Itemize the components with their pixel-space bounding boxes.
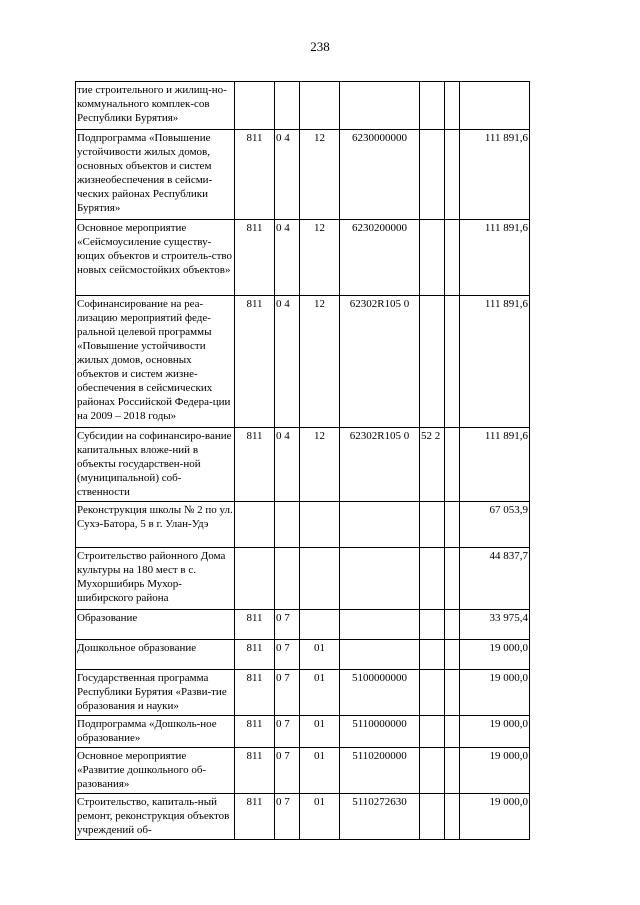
cell-amount: 19 000,0 [460,716,530,748]
page-number: 238 [310,39,330,54]
cell-empty [445,220,460,296]
cell-empty [445,610,460,640]
cell-ministry-code: 811 [235,220,275,296]
cell-expense-type [420,610,445,640]
cell-name: Реконструкция школы № 2 по ул. Сухэ-Батора, 5 в г. Улан-Удэ [76,502,235,548]
cell-empty [445,716,460,748]
cell-ministry-code [235,502,275,548]
cell-target-article: 5110272630 [340,794,420,840]
table-row [76,296,530,428]
cell-section-code: 0 4 [275,220,300,296]
cell-target-article: 6230000000 [340,130,420,220]
cell-amount [460,82,530,130]
cell-amount: 44 837,7 [460,548,530,610]
cell-name: Субсидии на софинансиро-вание капитальных вложе-ний в объекты государствен-ной (муниципальной) соб-ственности [76,428,235,502]
table-row [76,130,530,220]
cell-subsection-code [300,548,340,610]
cell-empty [445,130,460,220]
cell-subsection-code: 01 [300,794,340,840]
cell-amount: 19 000,0 [460,794,530,840]
cell-expense-type [420,794,445,840]
table-row [76,716,530,748]
cell-subsection-code: 12 [300,220,340,296]
cell-subsection-code: 12 [300,296,340,428]
cell-target-article [340,548,420,610]
cell-name: тие строительного и жилищ-но-коммунального комплек-сов Республики Бурятия» [76,82,235,130]
cell-section-code [275,548,300,610]
table-body [76,82,530,840]
cell-amount: 19 000,0 [460,640,530,670]
cell-expense-type [420,640,445,670]
cell-name: Дошкольное образование [76,640,235,670]
cell-name: Основное мероприятие «Развитие дошкольного об-разования» [76,748,235,794]
table-row [76,640,530,670]
cell-expense-type [420,220,445,296]
cell-name: Строительство, капиталь-ный ремонт, реконструкция объектов учреждений об- [76,794,235,840]
cell-expense-type [420,296,445,428]
cell-ministry-code [235,548,275,610]
cell-subsection-code: 12 [300,428,340,502]
table-row [76,428,530,502]
cell-empty [445,794,460,840]
table-row [76,794,530,840]
cell-amount: 19 000,0 [460,670,530,716]
cell-target-article: 5100000000 [340,670,420,716]
cell-section-code: 0 4 [275,130,300,220]
cell-ministry-code: 811 [235,640,275,670]
cell-ministry-code [235,82,275,130]
cell-ministry-code: 811 [235,610,275,640]
cell-subsection-code [300,610,340,640]
cell-target-article: 6230200000 [340,220,420,296]
cell-target-article [340,502,420,548]
cell-ministry-code: 811 [235,670,275,716]
cell-section-code [275,82,300,130]
cell-target-article: 62302R105 0 [340,428,420,502]
cell-name: Подпрограмма «Дошколь-ное образование» [76,716,235,748]
cell-empty [445,428,460,502]
table-row [76,748,530,794]
cell-section-code [275,502,300,548]
cell-ministry-code: 811 [235,748,275,794]
cell-subsection-code [300,82,340,130]
cell-name: Софинансирование на реа-лизацию мероприятий феде-ральной целевой программы «Повышение устойчивости жилых домов, основных объектов и систем жизне-обеспечения в сейсмических районах Российской Федера-ции на 2009 – 2018 годы» [76,296,235,428]
cell-subsection-code [300,502,340,548]
cell-name: Основное мероприятие «Сейсмоусиление существу-ющих объектов и строитель-ство новых сейсмостойких объектов» [76,220,235,296]
cell-target-article [340,610,420,640]
cell-amount: 33 975,4 [460,610,530,640]
cell-amount: 111 891,6 [460,130,530,220]
cell-ministry-code: 811 [235,794,275,840]
cell-empty [445,670,460,716]
table-row [76,220,530,296]
cell-empty [445,502,460,548]
cell-ministry-code: 811 [235,130,275,220]
cell-ministry-code: 811 [235,428,275,502]
cell-section-code: 0 7 [275,748,300,794]
table-row [76,548,530,610]
cell-section-code: 0 7 [275,716,300,748]
cell-subsection-code: 01 [300,716,340,748]
cell-section-code: 0 7 [275,610,300,640]
table-row [76,610,530,640]
cell-ministry-code: 811 [235,296,275,428]
cell-target-article: 5110000000 [340,716,420,748]
table-row [76,670,530,716]
cell-subsection-code: 01 [300,670,340,716]
cell-amount: 67 053,9 [460,502,530,548]
cell-subsection-code: 12 [300,130,340,220]
cell-empty [445,82,460,130]
cell-expense-type [420,670,445,716]
cell-expense-type [420,502,445,548]
cell-amount: 111 891,6 [460,220,530,296]
budget-table [75,81,530,840]
cell-empty [445,296,460,428]
cell-empty [445,640,460,670]
cell-section-code: 0 7 [275,640,300,670]
cell-amount: 111 891,6 [460,296,530,428]
cell-name: Государственная программа Республики Бурятия «Разви-тие образования и науки» [76,670,235,716]
cell-section-code: 0 4 [275,296,300,428]
table-row [76,502,530,548]
cell-expense-type: 52 2 [420,428,445,502]
cell-section-code: 0 4 [275,428,300,502]
cell-expense-type [420,130,445,220]
cell-target-article [340,82,420,130]
cell-subsection-code: 01 [300,748,340,794]
cell-expense-type [420,82,445,130]
cell-target-article: 5110200000 [340,748,420,794]
cell-amount: 111 891,6 [460,428,530,502]
cell-name: Строительство районного Дома культуры на 180 мест в с. Мухоршибирь Мухор-шибирского района [76,548,235,610]
table-row [76,82,530,130]
cell-name: Образование [76,610,235,640]
cell-target-article: 62302R105 0 [340,296,420,428]
cell-amount: 19 000,0 [460,748,530,794]
cell-empty [445,748,460,794]
cell-subsection-code: 01 [300,640,340,670]
cell-expense-type [420,748,445,794]
cell-target-article [340,640,420,670]
cell-section-code: 0 7 [275,670,300,716]
cell-ministry-code: 811 [235,716,275,748]
cell-section-code: 0 7 [275,794,300,840]
cell-empty [445,548,460,610]
cell-name: Подпрограмма «Повышение устойчивости жилых домов, основных объектов и систем жизнеобеспечения в сейсми-ческих районах Республики Бурятия» [76,130,235,220]
cell-expense-type [420,716,445,748]
cell-expense-type [420,548,445,610]
